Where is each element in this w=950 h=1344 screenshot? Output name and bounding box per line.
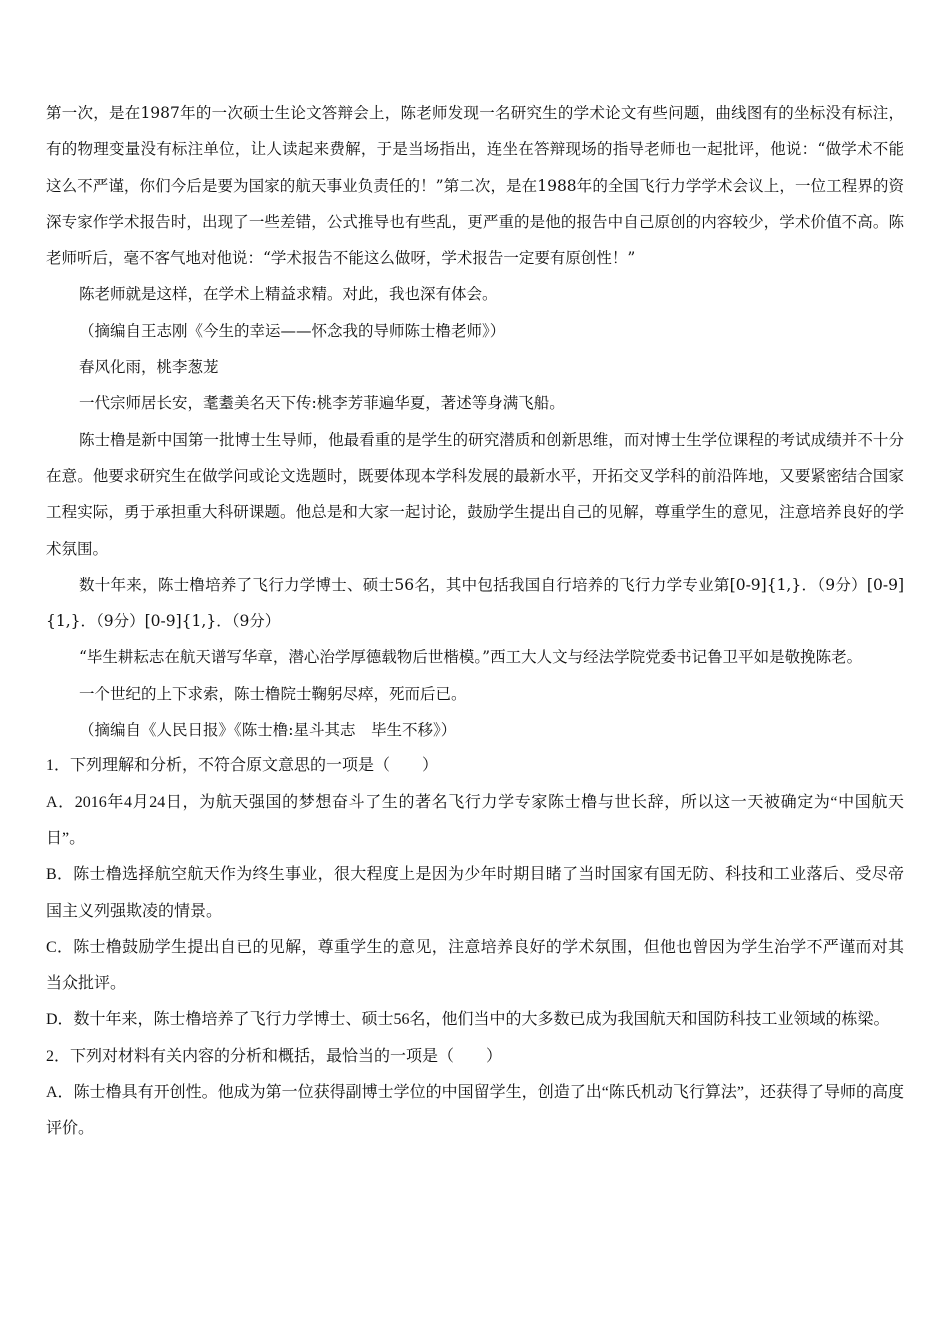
question-2: [46, 1039, 904, 1148]
poem-line: 一代宗师居长安，耄耋美名天下传:桃李芳菲遍华夏，著述等身满飞船。: [79, 394, 565, 413]
option-d: D．数十年来，陈士橹培养了飞行力学博士、硕士56名，他们当中的大多数已成为我国航天和国防科技工业领域的栋梁。: [46, 1011, 890, 1029]
section-heading: 春风化雨，桃李葱茏: [79, 358, 219, 377]
paragraph-summary: 陈老师就是这样，在学术上精益求精。对此，我也深有体会。: [79, 285, 498, 304]
question-stem: 1．下列理解和分析，不符合原文意思的一项是（ ）: [46, 757, 439, 775]
question-1: [46, 748, 904, 1038]
paragraph-praise: “毕生耕耘志在航天谱写华章，潜心治学厚德载物后世楷模。”西工大人文与经法学院党委书记鲁卫平如是敬挽陈老。: [79, 648, 863, 667]
option-a: A．2016年4月24日，为航天强国的梦想奋斗了生的著名飞行力学专家陈士橹与世长辞，所以这一天被确定为“中国航天日”。: [46, 793, 904, 847]
source-citation-2: （摘编自《人民日报》《陈士橹:星斗其志 毕生不移》）: [79, 721, 457, 740]
reading-passage: [46, 95, 904, 1148]
paragraph-students: 数十年来，陈士橹培养了飞行力学博士、硕士56名，其中包括我国自行培养的飞行力学专业第[0-9]{1,}．（9分）[0-9]{1,}．（9分）[0-9]{1,}．（9分）: [46, 575, 904, 631]
paragraph-mentor: 陈士橹是新中国第一批博士生导师，他最看重的是学生的研究潜质和创新思维，而对博士生学位课程的考试成绩并不十分在意。他要求研究生在做学问或论文选题时，既要体现本学科发展的最新水平，开拓交叉学科的前沿阵地，又要紧密结合国家工程实际，勇于承担重大科研课题。他总是和大家一起讨论，鼓励学生提出自己的见解，尊重学生的意见，注意培养良好的学术氛围。: [46, 430, 904, 558]
source-citation-1: （摘编自王志刚《今生的幸运——怀念我的导师陈士橹老师》）: [79, 321, 506, 340]
paragraph-century: 一个世纪的上下求索，陈士橹院士鞠躬尽瘁，死而后已。: [79, 684, 467, 703]
paragraph-critique: 第一次，是在1987年的一次硕士生论文答辩会上，陈老师发现一名研究生的学术论文有些问题，曲线图有的坐标没有标注，有的物理变量没有标注单位，让人读起来费解，于是当场指出，连坐在答辩现场的指导老师也一起批评，他说：“做学术不能这么不严谨，你们今后是要为国家的航天事业负责任的！”第二次，是在1988年的全国飞行力学学术会议上，一位工程界的资深专家作学术报告时，出现了一些差错，公式推导也有些乱，更严重的是他的报告中自己原创的内容较少，学术价值不高。陈老师听后，毫不客气地对他说：“学术报告不能这么做呀，学术报告一定要有原创性！”: [46, 104, 904, 268]
option-c: C．陈士橹鼓励学生提出自已的见解，尊重学生的意见，注意培养良好的学术氛围，但他也曾因为学生治学不严谨而对其当众批评。: [46, 938, 904, 993]
option-a: A．陈士橹具有开创性。他成为第一位获得副博士学位的中国留学生，创造了出“陈氏机动飞行算法”，还获得了导师的高度评价。: [46, 1084, 904, 1138]
question-stem: 2．下列对材料有关内容的分析和概括，最恰当的一项是（ ）: [46, 1047, 503, 1065]
option-b: B．陈士橹选择航空航天作为终生事业，很大程度上是因为少年时期目睹了当时国家有国无防、科技和工业落后、受尽帝国主义列强欺凌的情景。: [46, 866, 904, 920]
